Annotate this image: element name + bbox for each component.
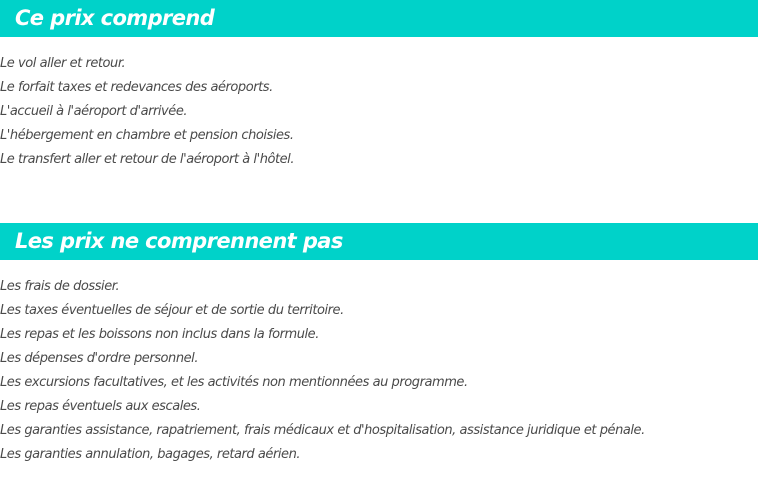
excluded-title: Les prix ne comprennent pas <box>15 229 343 253</box>
list-item: Les repas éventuels aux escales. <box>0 399 201 414</box>
list-item: L'accueil à l'aéroport d'arrivée. <box>0 104 188 119</box>
list-item: Les excursions facultatives, et les activités non mentionnées au programme. <box>0 375 468 390</box>
list-item: Le transfert aller et retour de l'aéroport à l'hôtel. <box>0 152 295 167</box>
list-item: Les dépenses d'ordre personnel. <box>0 351 199 366</box>
list-item: Les frais de dossier. <box>0 279 120 294</box>
list-item: L'hébergement en chambre et pension choisies. <box>0 128 294 143</box>
list-item: Les repas et les boissons non inclus dans la formule. <box>0 327 319 342</box>
list-item: Les garanties assistance, rapatriement, frais médicaux et d'hospitalisation, assistance juridique et pénale. <box>0 423 645 438</box>
excluded-section-header <box>0 223 758 260</box>
included-title: Ce prix comprend <box>15 6 215 30</box>
list-item: Le vol aller et retour. <box>0 56 126 71</box>
excluded-list <box>0 275 645 467</box>
list-item: Le forfait taxes et redevances des aéroports. <box>0 80 273 95</box>
included-list <box>0 52 294 172</box>
included-section-header <box>0 0 758 37</box>
list-item: Les taxes éventuelles de séjour et de sortie du territoire. <box>0 303 344 318</box>
list-item: Les garanties annulation, bagages, retard aérien. <box>0 447 301 462</box>
